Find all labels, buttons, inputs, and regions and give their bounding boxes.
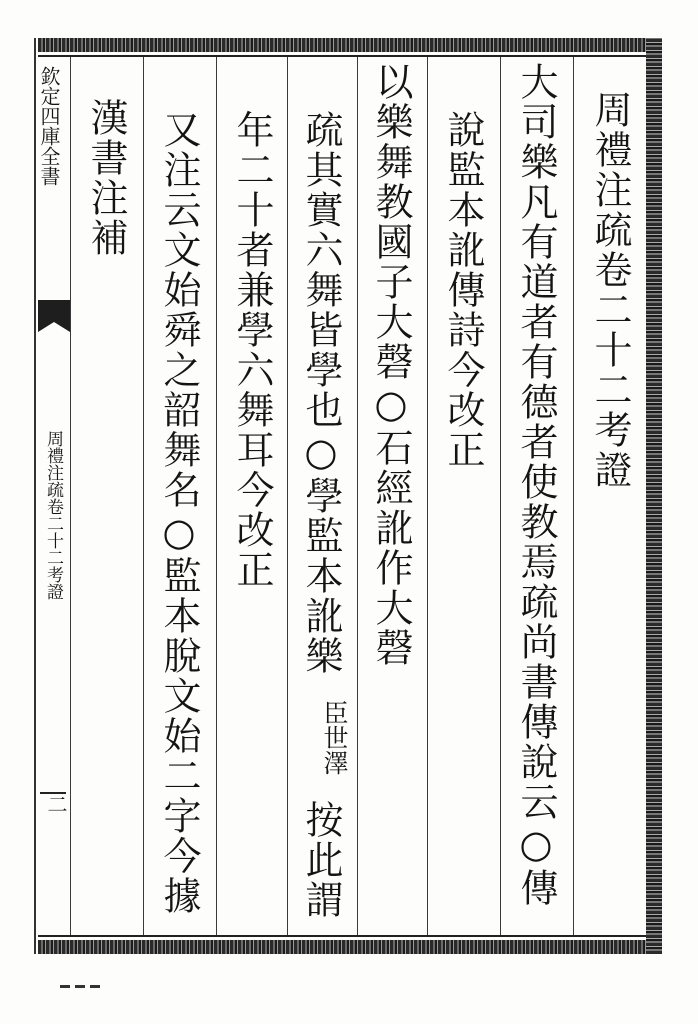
- text-column-1: 周禮注疏卷二十二考證: [588, 90, 632, 490]
- footer-mark: [60, 985, 100, 988]
- frame-left-border: [34, 38, 36, 954]
- column-rule: [216, 57, 217, 935]
- text-column-5-main: 疏其實六舞皆學也○學監本訛樂: [299, 110, 343, 676]
- column-rule: [287, 57, 288, 935]
- column-rule: [500, 57, 501, 935]
- edge-page-number: 二: [44, 794, 68, 814]
- text-column-7: 又注云文始舜之韶舞名○監本脫文始二字今據: [157, 110, 201, 916]
- fish-tail-ornament: [38, 300, 70, 322]
- frame-right-border: [646, 38, 662, 954]
- column-rule: [427, 57, 428, 935]
- frame-top-border: [38, 38, 660, 52]
- column-rule: [143, 57, 144, 935]
- text-column-8: 漢書注補: [84, 98, 128, 258]
- column-rule: [573, 57, 574, 935]
- editor-note-body: 按此謂: [299, 800, 343, 920]
- edge-book-title: 欽定四庫全書: [37, 66, 61, 186]
- inner-top-rule: [38, 55, 646, 57]
- column-rule: [357, 57, 358, 935]
- text-column-3: 說監本訛傳詩今改正: [441, 110, 485, 470]
- edge-section: 周禮注疏: [43, 430, 63, 498]
- text-column-2: 大司樂凡有道者有德者使教焉疏尚書傳說云○傳: [514, 62, 558, 908]
- edge-margin-rule: [70, 57, 71, 935]
- frame-bottom-border: [38, 940, 660, 954]
- text-column-6: 年二十者兼學六舞耳今改正: [230, 110, 274, 590]
- editor-note-lead: 臣世澤: [320, 700, 349, 775]
- edge-chapter: 卷二十二考證: [43, 498, 63, 600]
- text-column-4: 以樂舞教國子大磬○石經訛作大磬: [369, 62, 413, 668]
- inner-bottom-rule: [38, 935, 646, 937]
- fish-tail-notch: [38, 322, 70, 332]
- edge-section-title: [44, 430, 61, 600]
